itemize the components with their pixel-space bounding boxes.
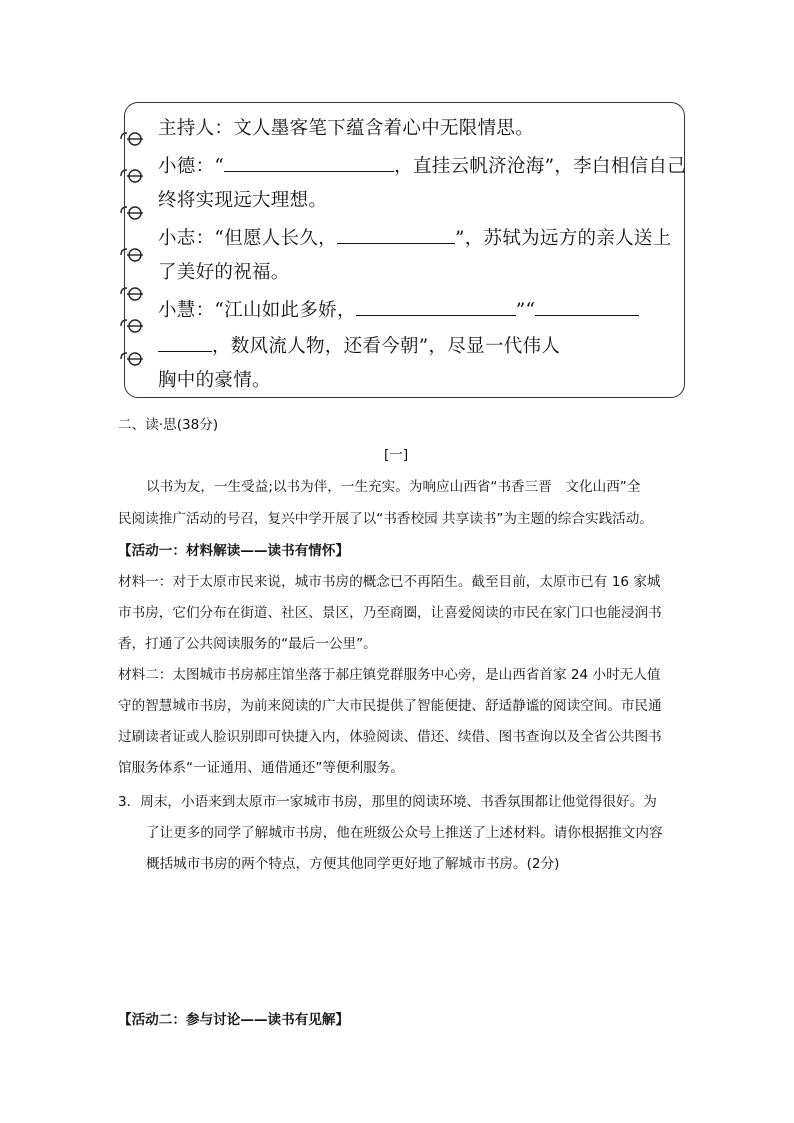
- spiral-ring-icon: [118, 205, 152, 221]
- material-1-line-2: 市书房，它们分布在街道、社区、景区，乃至商圈，让喜爱阅读的市民在家门口也能浸润书: [118, 605, 662, 621]
- xiaohui-cont-line: [158, 333, 560, 359]
- xiaozhi-cont: 了美好的祝福。: [158, 262, 290, 283]
- spiral-ring-icon: [118, 131, 152, 147]
- part-label: [一]: [384, 447, 409, 463]
- xiaohui-end: 胸中的豪情。: [158, 370, 271, 391]
- question-3-line-2: 了让更多的同学了解城市书房，他在班级公众号上推送了上述材料。请你根据推文内容: [146, 825, 663, 841]
- question-3-line-3: 概括城市书房的两个特点，方便其他同学更好地了解城市书房。(2分): [146, 856, 560, 872]
- material-2-line-4: 馆服务体系“一证通用、通借通还”等便利服务。: [118, 760, 404, 776]
- xiaozhi-prefix: 小志：“但愿人长久，: [158, 228, 337, 249]
- xiaozhi-suffix: ”，苏轼为远方的亲人送上: [454, 228, 672, 249]
- section-heading: 二、读·思(38分): [118, 417, 219, 433]
- material-1-line-1: 材料一：对于太原市民来说，城市书房的概念已不再陌生。截至目前，太原市已有 16 家城: [118, 574, 661, 590]
- intro-line-2: 民阅读推广活动的号召，复兴中学开展了以“书香校园 共享读书”为主题的综合实践活动。: [118, 511, 653, 527]
- xiaode-prefix: 小德：“: [158, 156, 225, 177]
- spiral-ring-icon: [118, 318, 152, 334]
- spiral-ring-icon: [118, 168, 152, 184]
- answer-blank-1[interactable]: [224, 153, 394, 172]
- xiaozhi-line: [158, 225, 672, 251]
- material-2-line-1: 材料二：太图城市书房郝庄馆坐落于郝庄镇党群服务中心旁，是山西省首家 24 小时无人值: [118, 667, 661, 683]
- material-2-line-2: 守的智慧城市书房，为前来阅读的广大市民提供了智能便捷、舒适静谧的阅读空间。市民通: [118, 698, 662, 714]
- xiaohui-cont: ，数风流人物，还看今朝”，尽显一代伟人: [212, 336, 561, 357]
- answer-blank-2[interactable]: [337, 225, 455, 244]
- xiaode-cont: 终将实现远大理想。: [158, 190, 328, 211]
- material-2-line-3: 过刷读者证或人脸识别即可快捷入内，体验阅读、借还、续借、图书查询以及全省公共图书: [118, 729, 662, 745]
- spiral-ring-icon: [118, 351, 152, 367]
- xiaohui-line: [158, 297, 639, 323]
- xiaode-suffix: ，直挂云帆济沧海”，李白相信自己: [394, 156, 686, 177]
- xiaohui-mid: ”“: [515, 300, 536, 321]
- answer-blank-4b[interactable]: [158, 333, 212, 352]
- xiaohui-prefix: 小慧：“江山如此多娇，: [158, 300, 356, 321]
- material-1-line-3: 香，打通了公共阅读服务的“最后一公里”。: [118, 636, 377, 652]
- answer-blank-4a[interactable]: [535, 297, 639, 316]
- answer-blank-3[interactable]: [356, 297, 516, 316]
- xiaode-line: [158, 153, 686, 179]
- intro-line-1: 以书为友，一生受益;以书为伴，一生充实。为响应山西省“书香三晋 文化山西”全: [146, 479, 641, 495]
- question-3-line-1: 3．周末，小语来到太原市一家城市书房，那里的阅读环境、书香氛围都让他觉得很好。为: [118, 794, 657, 810]
- host-line: 主持人：文人墨客笔下蕴含着心中无限情思。: [158, 118, 535, 139]
- activity-2-heading: 【活动二：参与讨论——读书有见解】: [118, 1012, 350, 1028]
- spiral-ring-icon: [118, 247, 152, 263]
- spiral-ring-icon: [118, 286, 152, 302]
- activity-1-heading: 【活动一：材料解读——读书有情怀】: [118, 543, 350, 559]
